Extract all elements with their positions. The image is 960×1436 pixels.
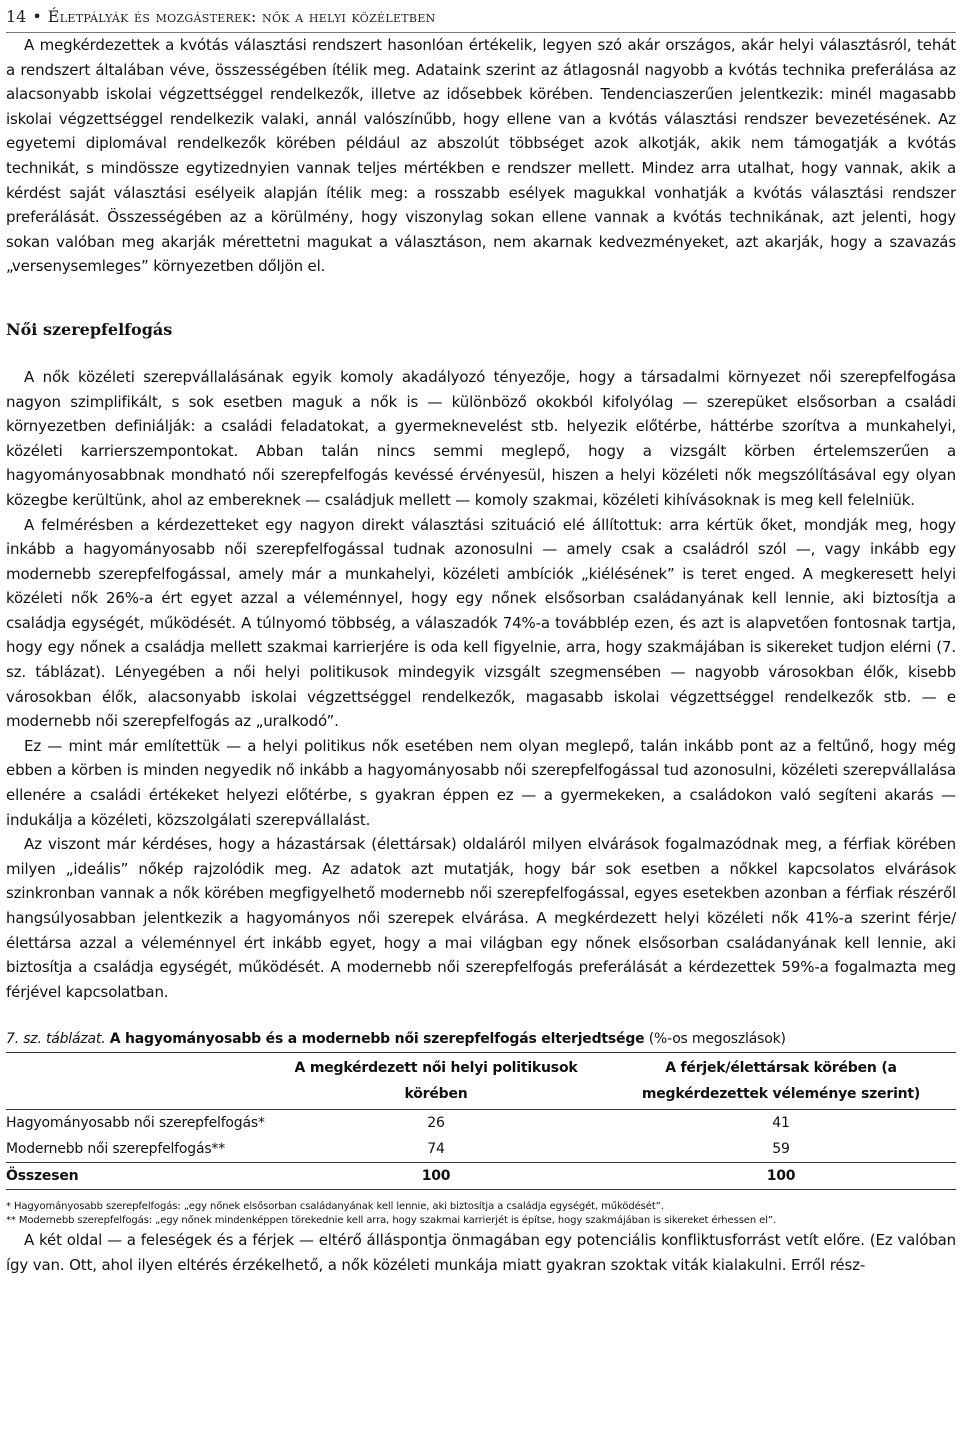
running-title: Életpályák és mozgásterek: nők a helyi közéletben — [47, 7, 436, 26]
table-header-empty — [6, 1053, 266, 1110]
total-label: Összesen — [6, 1163, 266, 1190]
document-page — [6, 0, 956, 1278]
table-caption — [6, 1028, 956, 1050]
closing-paragraph: A két oldal — a feleségek és a férjek — eltérő álláspontja önmagában egy potenciális konfliktusforrást vetít előre. (Ez valóban így van. Ott, ahol ilyen eltérés érzékelhető, a nők közéleti munkája miatt gyakran szoktak viták kialakulni. Erről rész- — [6, 1231, 956, 1274]
footnote: * Hagyományosabb szerepfelfogás: „egy nőnek elsősorban családanyának kell lennie, aki biztosítja a családja egységét, működését”. — [6, 1201, 664, 1213]
table-total-row — [6, 1163, 956, 1190]
total-value: 100 — [266, 1163, 606, 1190]
row-label: Modernebb női szerepfelfogás** — [6, 1141, 226, 1158]
row-label: Hagyományosabb női szerepfelfogás* — [6, 1115, 265, 1132]
cell-value: 74 — [427, 1141, 445, 1158]
table-number: 7. sz. táblázat. — [6, 1031, 106, 1048]
body-paragraph: Az viszont már kérdéses, hogy a házastársak (élettársak) oldaláról milyen elvárások fogalmazódnak meg, a férfiak körében milyen „ideális” nőkép rajzolódik meg. Az adatok azt mutatják, hogy bár sok esetben a nőkkel kapcsolatos elvárások szinkronban vannak a nők körében megfigyelhető modernebb női szerepfelfogással, egyes esetekben azonban a férfiak részéről hangsúlyosabban jelentkezik a hagyományos női szerepek elvárása. A megkérdezett helyi közéleti nők 41%-a szerint férje/élettársa azzal a véleménnyel ért inkább egyet, hogy a mai világban egy nőnek elsősorban családanyának kell lennie, aki biztosítja a családja egységét, működését. A modernebb női szerepfelfogás preferálását a kérdezettek 59%-a fogalmazta meg férjével kapcsolatban. — [6, 835, 956, 1001]
body-paragraph: A felmérésben a kérdezetteket egy nagyon direkt választási szituáció elé állítottuk: arra kértük őket, mondják meg, hogy inkább a hagyományosabb női szerepfelfogással tudnak azonosulni — amely csak a családról szól —, vagy inkább egy modernebb szerepfelfogással, amely már a munkahelyi, közéleti ambíciók „kiélésének” is teret enged. A megkeresett helyi közéleti nők 26%-a ért egyet azzal a véleménnyel, hogy egy nőnek elsősorban családanyának kell lennie, aki biztosítja a családja egységét, működését. A túlnyomó többség, a válaszadók 74%-a továbblép ezen, és azt is alapvetően fontosnak tartja, hogy egy nőnek a családja mellett szakmai karrierjére is oda kell figyelnie, arra, hogy szakmájában is sikereket tudjon elérni (7. sz. táblázat). Lényegében a női helyi politikusok mindegyik vizsgált szegmensében — nagyobb városokban élők, kisebb városokban élők, alacsonyabb iskolai végzettséggel rendelkezők, magasabb iskolai végzettséggel rendelkezők stb. — e modernebb női szerepfelfogás az „uralkodó”. — [6, 515, 956, 731]
table-header-col2: A férjek/élettársak körében (a megkérdezettek véleménye szerint) — [606, 1053, 956, 1110]
table-row — [6, 1110, 956, 1137]
table-title: A hagyományosabb és a modernebb női szerepfelfogás elterjedtsége — [109, 1031, 645, 1048]
page-number: 14 — [6, 7, 27, 26]
section-body — [6, 365, 956, 1004]
table-row — [6, 1136, 956, 1163]
table-header-row — [6, 1053, 956, 1110]
header-separator: • — [32, 7, 42, 26]
intro-paragraph: A megkérdezettek a kvótás választási rendszert hasonlóan értékelik, legyen szó akár országos, akár helyi választásról, tehát a rendszert általában véve, összességében ítélik meg. Adataink szerint az átlagosnál nagyobb a kvótás technika preferálása az alacsonyabb iskolai végzettséggel rendelkezők, illetve az idősebbek körében. Tendenciaszerűen jelentkezik: minél magasabb iskolai végzettséggel rendelkezik valaki, annál valószínűbb, hogy ellene van a kvótás választási rendszer bevezetésének. Az egyetemi diplomával rendelkezők körében például az abszolút többséget azok alkotják, akik nem támogatják a kvótás technikát, s mindössze egytizednyien vannak teljes mértékben e rendszer mellett. Mindez arra utalhat, hogy vannak, akik a kérdést saját választási esélyeik alapján ítélik meg: a rosszabb esélyek magukkal vonhatják a kvótás választási rendszer preferálását. Összességében az a körülmény, hogy viszonylag sokan ellene vannak a kvótás technikának, azt jelenti, hogy sokan valóban meg akarják mérettetni magukat a választáson, nem akarnak kedvezményeket, azt akarják, hogy a szavazás „versenysemleges” környezetben dőljön el. — [6, 36, 956, 276]
cell-value: 41 — [772, 1115, 790, 1132]
data-table — [6, 1052, 956, 1190]
cell-value: 59 — [772, 1141, 790, 1158]
table-unit-note: (%-os megoszlások) — [648, 1031, 786, 1048]
footnote: ** Modernebb szerepfelfogás: „egy nőnek mindenképpen törekednie kell arra, hogy szakmai karrierjét is építse, hogy szakmájában is sikereket érhessen el”. — [6, 1215, 777, 1227]
running-header — [6, 2, 956, 33]
section-heading: Női szerepfelfogás — [6, 319, 173, 339]
table-footnotes — [6, 1200, 956, 1228]
cell-value: 26 — [427, 1115, 445, 1132]
total-value: 100 — [606, 1163, 956, 1190]
body-paragraph: Ez — mint már említettük — a helyi politikus nők esetében nem olyan meglepő, talán inkább pont az a feltűnő, hogy még ebben a körben is minden negyedik nő inkább a hagyományosabb női szerepfelfogással tud azonosulni, közéleti szerepvállalása ellenére a családi értékeket helyezi előtérbe, s gyakran éppen ez — a gyermekeken, a családokon való segíteni akarás — indukálja a közéleti, közszolgálati szerepvállalást. — [6, 736, 956, 829]
table-header-col1: A megkérdezett női helyi politikusok körében — [266, 1053, 606, 1110]
body-paragraph: A nők közéleti szerepvállalásának egyik komoly akadályozó tényezője, hogy a társadalmi környezet női szerepfelfogása nagyon szimplifikált, s sok esetben maguk a nők is — különböző okokból kifolyólag — szerepüket elsősorban a családi környezetben definiálják: a családi feladatokat, a gyermeknevelést stb. helyezik előtérbe, háttérbe szorítva a munkahelyi, közéleti karrierszempontokat. Abban talán nincs semmi meglepő, hogy a vizsgált körben értelemszerűen a hagyományosabbnak mondható női szerepfelfogás kevéssé érvényesül, hiszen a helyi közéleti nők megszólításával egy olyan közegbe kerültünk, ahol az embereknek — családjuk mellett — komoly szakmai, közéleti kihívásoknak is meg kell felelniük. — [6, 367, 956, 509]
